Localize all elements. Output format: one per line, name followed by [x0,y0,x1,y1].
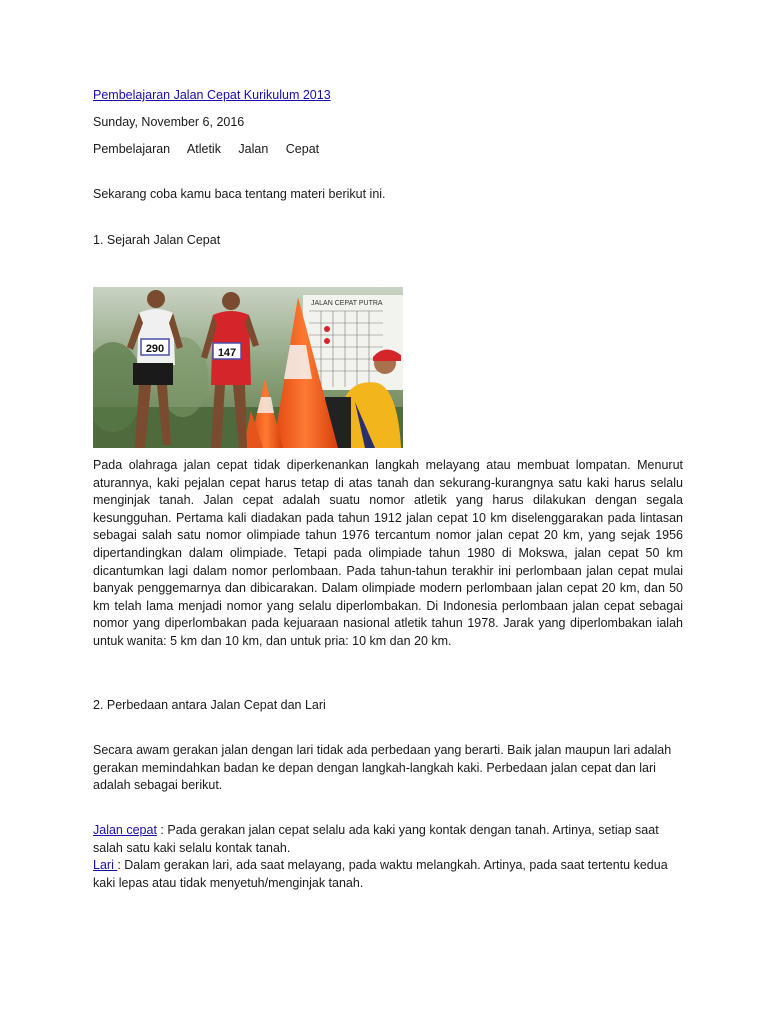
bib-290: 290 [145,343,165,355]
definition-lari-text: : Dalam gerakan lari, ada saat melayang, pada waktu melangkah. Artinya, pada saat tertentu kedua kaki lepas atau tidak menyetuh/menginjak tanah. [93,858,668,890]
article-title-paragraph [93,87,683,105]
post-date: Sunday, November 6, 2016 [93,115,245,129]
section-1-heading: 1. Sejarah Jalan Cepat [93,233,221,247]
definition-jalan-cepat-text: : Pada gerakan jalan cepat selalu ada kaki yang kontak dengan tanah. Artinya, setiap saat salah satu kaki selalu kontak tanah. [93,823,659,855]
section-2-paragraph: Secara awam gerakan jalan dengan lari tidak ada perbedaan yang berarti. Baik jalan maupun lari adalah gerakan memindahkan badan ke depan dengan langkah-langkah kaki. Perbedaan jalan cepat dan lari adalah sebagai berikut. [93,743,672,793]
post-subtitle: Pembelajaran Atletik Jalan Cepat [93,142,320,156]
race-walking-photo [93,287,403,448]
board-header-text: JALAN CEPAT PUTRA [311,300,383,307]
intro-text: Sekarang coba kamu baca tentang materi berikut ini. [93,187,386,201]
article-title-link[interactable]: Pembelajaran Jalan Cepat Kurikulum 2013 [93,88,331,102]
section-1-paragraph: Pada olahraga jalan cepat tidak diperkenankan langkah melayang atau membuat lompatan. Menurut aturannya, kaki pejalan cepat harus tetap di atas tanah dan sekurang-kurangnya satu kaki harus selalu menginjak tanah. Jalan cepat adalah suatu nomor atletik yang harus dilakukan dengan segala kesungguhan. Pertama kali diadakan pada tahun 1912 jalan cepat 10 km diselenggarakan pada lintasan sebagai salah satu nomor olimpiade tahun 1976 tercantum nomor jalan cepat 20 km, yang sejak 1956 dipertandingkan dalam olimpiade. Tetapi pada olimpiade tahun 1980 di Mokswa, jalan cepat 50 km dicantumkan lagi dalam nomor perlombaan. Pada tahun-tahun terakhir ini perlombaan jalan cepat mulai banyak penggemarnya dan dibicarakan. Dalam olimpiade modern perlombaan jalan cepat 20 km, dan 50 km telah lama menjadi nomor yang selalu diperlombakan. Di Indonesia perlombaan jalan cepat sebagai nomor yang diperlombakan pada kejuaraan nasional atletik tahun 1978. Jarak yang diperlombakan ialah untuk wanita: 5 km dan 10 km, dan untuk pria: 10 km dan 20 km. [93,458,683,648]
section-2-heading: 2. Perbedaan antara Jalan Cepat dan Lari [93,698,326,712]
definition-jalan-cepat [93,822,683,857]
bib-147: 147 [217,347,237,359]
jalan-cepat-link[interactable]: Jalan cepat [93,823,157,837]
definition-lari [93,857,683,892]
lari-link[interactable]: Lari [93,858,118,872]
